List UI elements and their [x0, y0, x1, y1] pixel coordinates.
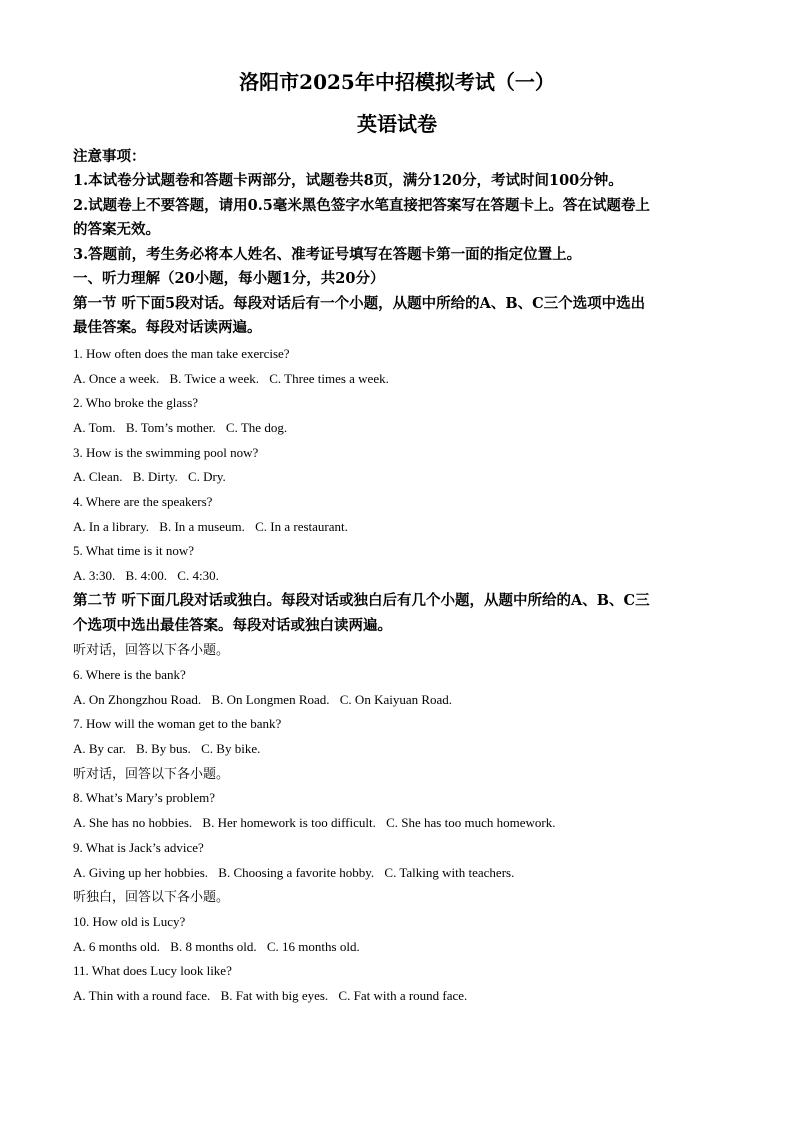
options-5 [73, 566, 723, 586]
listen-dialogue-prompt: 听对话，回答以下各小题。 [73, 766, 230, 781]
options-7 [73, 739, 723, 759]
option-b: B. On Longmen Road. [211, 692, 330, 707]
options-11 [73, 986, 723, 1006]
section1-instruction-line1: 第一节 听下面5段对话。每段对话后有一个小题，从题中所给的A、B、C三个选项中选出 [73, 295, 646, 312]
option-c: C. Three times a week. [269, 371, 389, 386]
option-a: A. 3:30. [73, 568, 116, 583]
question-5: 5. What time is it now? [73, 543, 195, 558]
question-7: 7. How will the woman get to the bank? [73, 716, 282, 731]
option-b: B. Tom’s mother. [125, 420, 216, 435]
option-b: B. 8 months old. [170, 939, 257, 954]
option-c: C. She has too much homework. [386, 815, 556, 830]
option-c: C. On Kaiyuan Road. [339, 692, 453, 707]
options-6 [73, 690, 723, 710]
option-b: B. Fat with big eyes. [220, 988, 329, 1003]
option-b: B. Twice a week. [169, 371, 259, 386]
exam-title: 洛阳市2025年中招模拟考试（一） [239, 70, 555, 94]
option-b: B. Choosing a favorite hobby. [218, 865, 375, 880]
option-a: A. Thin with a round face. [73, 988, 211, 1003]
option-b: B. 4:00. [125, 568, 168, 583]
options-1 [73, 369, 723, 389]
options-8 [73, 813, 723, 833]
option-a: A. Once a week. [73, 371, 160, 386]
options-3 [73, 467, 723, 487]
options-10 [73, 937, 723, 957]
option-a: A. On Zhongzhou Road. [73, 692, 202, 707]
option-a: A. Clean. [73, 469, 123, 484]
option-b: B. By bus. [135, 741, 191, 756]
section2-instruction-line1: 第二节 听下面几段对话或独白。每段对话或独白后有几个小题，从题中所给的A、B、C三 [73, 592, 650, 609]
options-9 [73, 863, 723, 883]
question-4: 4. Where are the speakers? [73, 494, 213, 509]
option-a: A. She has no hobbies. [73, 815, 193, 830]
option-a: A. 6 months old. [73, 939, 161, 954]
option-c: C. Dry. [188, 469, 226, 484]
section2-instruction-line2: 个选项中选出最佳答案。每段对话或独白读两遍。 [73, 617, 392, 634]
option-a: A. In a library. [73, 519, 150, 534]
option-a: A. Giving up her hobbies. [73, 865, 209, 880]
question-9: 9. What is Jack’s advice? [73, 840, 204, 855]
notice-item-1: 1.本试卷分试题卷和答题卡两部分，试题卷共8页，满分120分，考试时间100分钟。 [73, 172, 623, 189]
option-c: C. 16 months old. [266, 939, 360, 954]
listen-monologue-prompt: 听独白，回答以下各小题。 [73, 889, 230, 904]
question-11: 11. What does Lucy look like? [73, 963, 232, 978]
option-c: C. Talking with teachers. [384, 865, 515, 880]
option-a: A. By car. [73, 741, 126, 756]
option-c: C. The dog. [225, 420, 288, 435]
section1-instruction-line2: 最佳答案。每段对话读两遍。 [73, 319, 262, 336]
option-c: C. By bike. [201, 741, 261, 756]
option-b: B. Dirty. [132, 469, 178, 484]
question-8: 8. What’s Mary’s problem? [73, 790, 216, 805]
listen-dialogue-prompt: 听对话，回答以下各小题。 [73, 642, 230, 657]
options-4 [73, 517, 723, 537]
option-c: C. Fat with a round face. [338, 988, 468, 1003]
part1-heading: 一、听力理解（20小题，每小题1分，共20分） [73, 270, 385, 287]
notice-item-2-cont: 的答案无效。 [73, 221, 160, 238]
option-a: A. Tom. [73, 420, 116, 435]
option-b: B. In a museum. [159, 519, 245, 534]
notice-item-2: 2.试题卷上不要答题，请用0.5毫米黑色签字水笔直接把答案写在答题卡上。答在试题卷上 [73, 197, 650, 214]
question-1: 1. How often does the man take exercise? [73, 346, 290, 361]
exam-subtitle: 英语试卷 [357, 112, 437, 136]
question-3: 3. How is the swimming pool now? [73, 445, 259, 460]
options-2 [73, 418, 723, 438]
option-c: C. 4:30. [177, 568, 219, 583]
notice-item-3: 3.答题前，考生务必将本人姓名、准考证号填写在答题卡第一面的指定位置上。 [73, 246, 582, 263]
option-b: B. Her homework is too difficult. [202, 815, 376, 830]
notice-heading: 注意事项： [73, 148, 146, 165]
option-c: C. In a restaurant. [255, 519, 348, 534]
question-2: 2. Who broke the glass? [73, 395, 199, 410]
question-6: 6. Where is the bank? [73, 667, 186, 682]
question-10: 10. How old is Lucy? [73, 914, 186, 929]
